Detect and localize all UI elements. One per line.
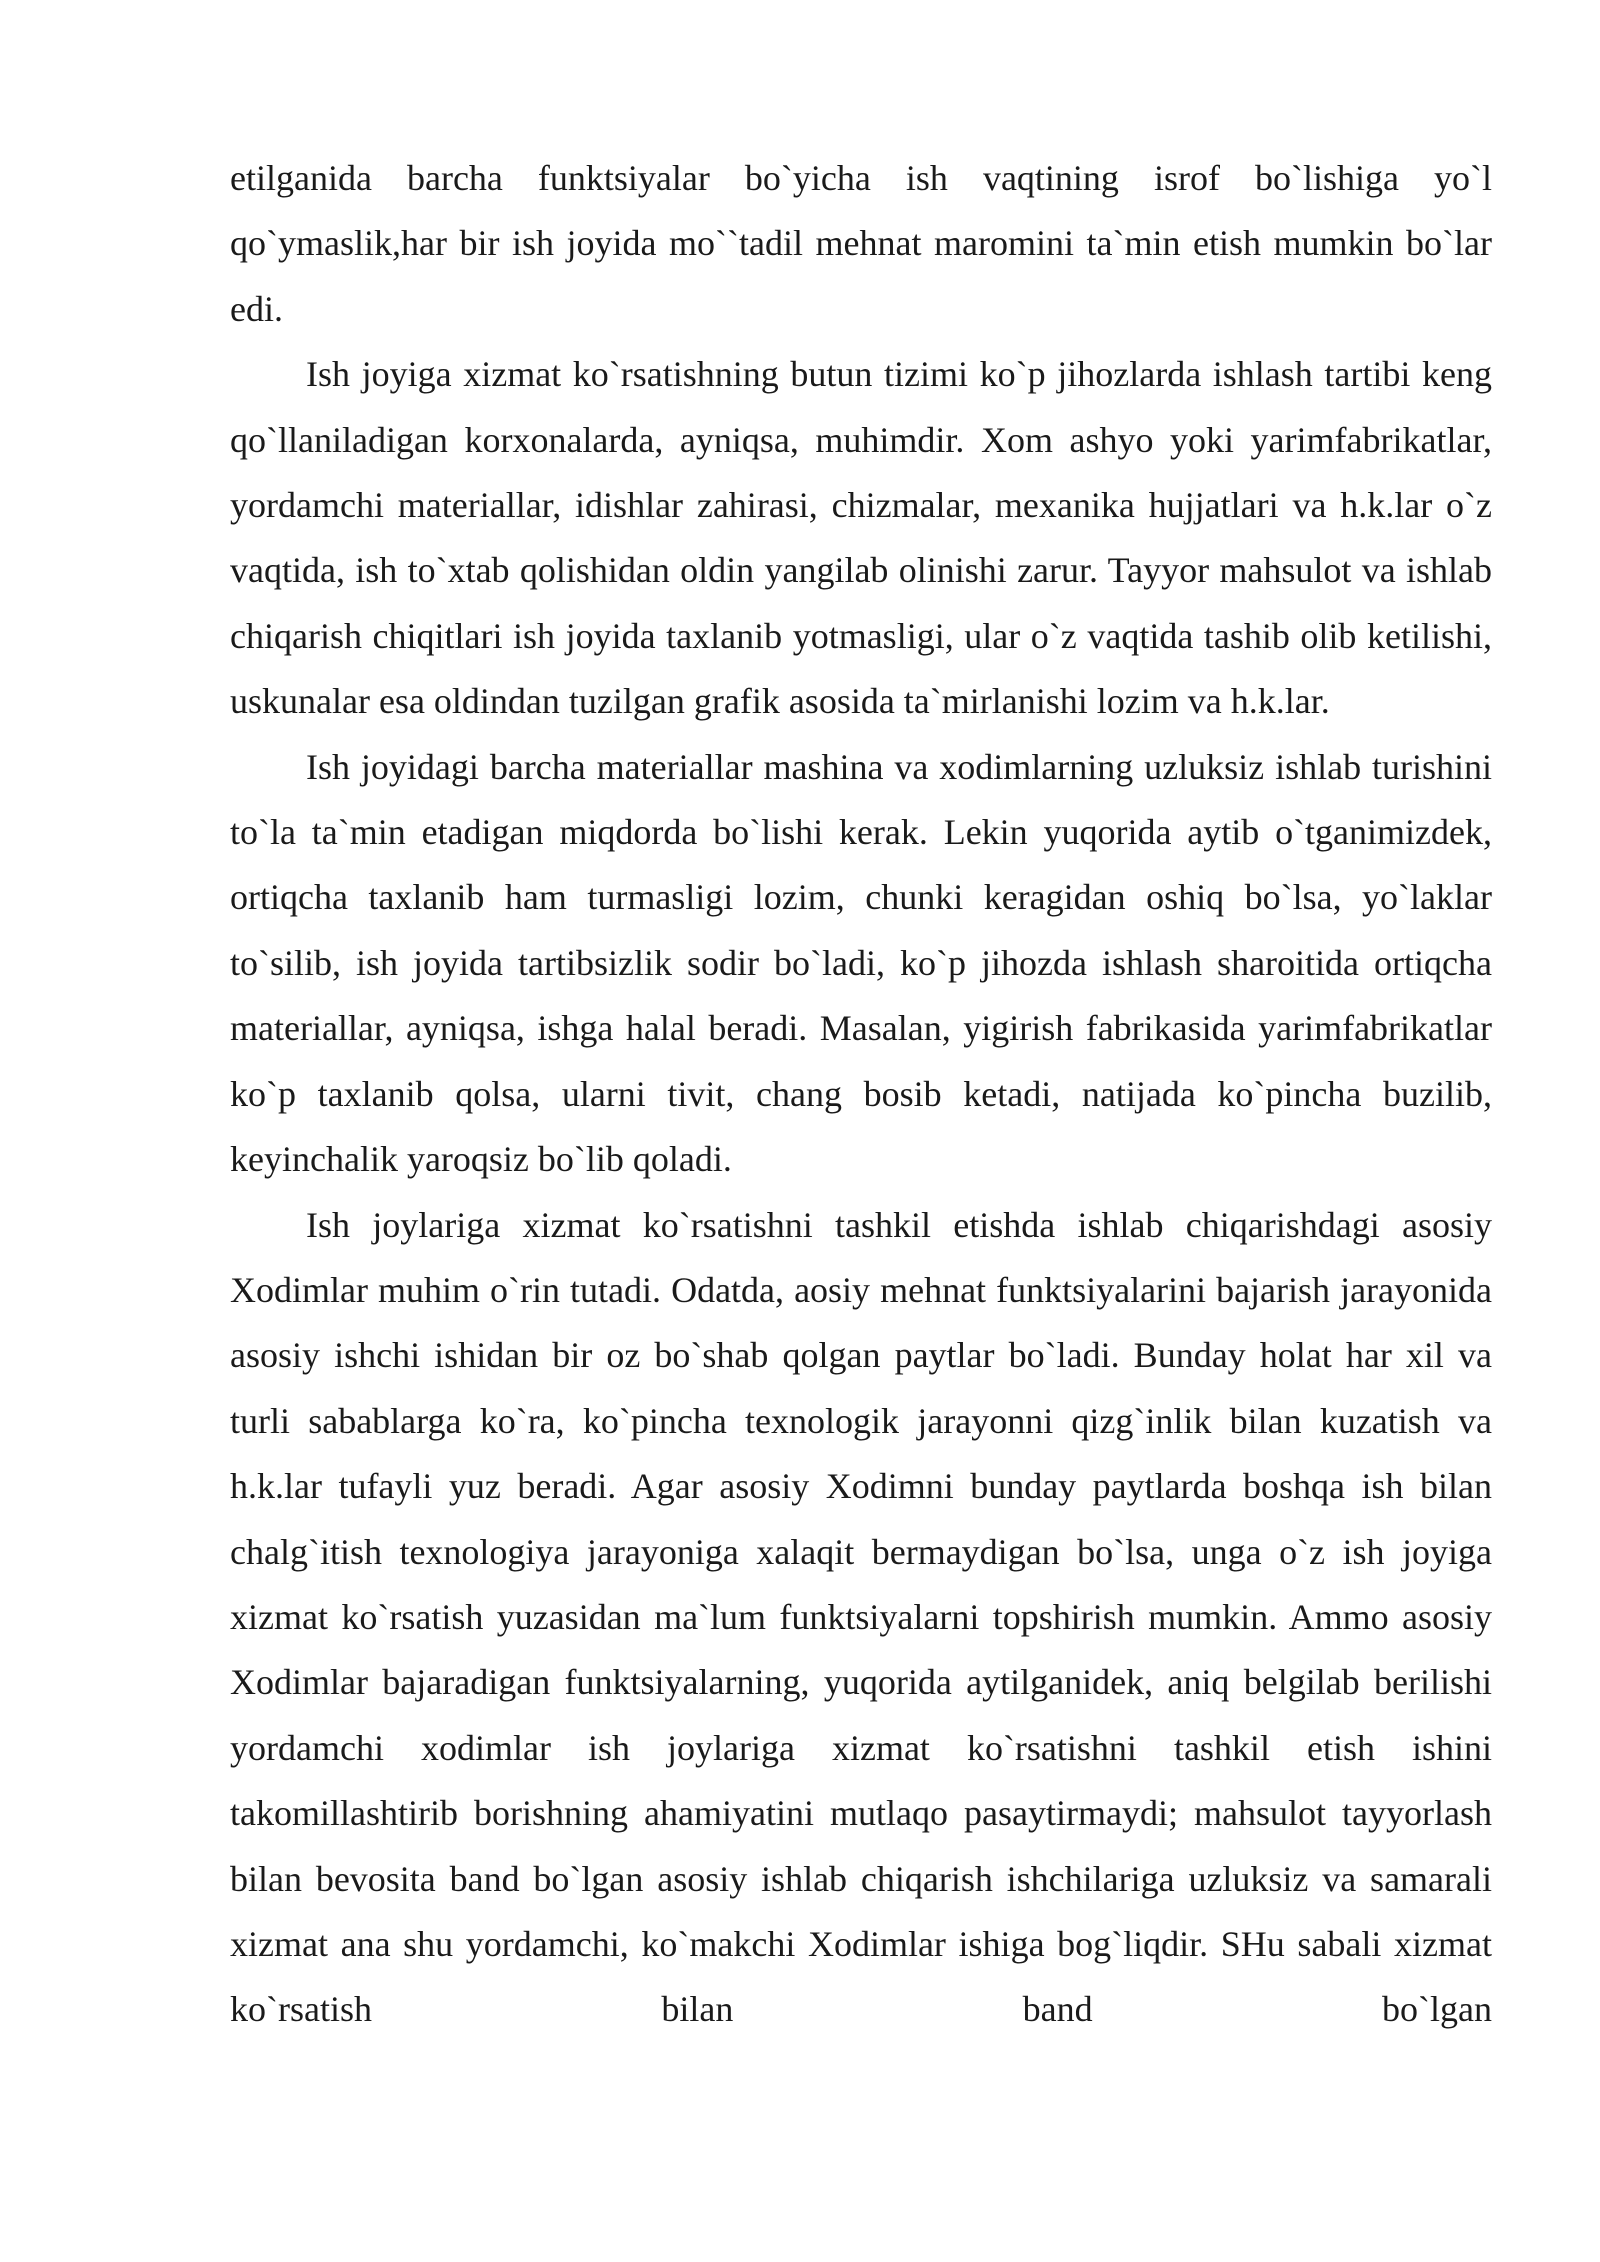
paragraph-3: Ish joyidagi barcha materiallar mashina va xodimlarning uzluksiz ishlab turishini to`la ta`min etadigan miqdorda bo`lishi kerak. Lekin yuqorida aytib o`tganimizdek, ortiqcha taxlanib ham turmasligi lozim, chunki keragidan oshiq bo`lsa, yo`laklar to`silib, ish joyida tartibsizlik sodir bo`ladi, ko`p jihozda ishlash sharoitida ortiqcha materiallar, ayniqsa, ishga halal beradi. Masalan, yigirish fabrikasida yarimfabrikatlar ko`p taxlanib qolsa, ularni tivit, chang bosib ketadi, natijada ko`pincha buzilib, keyinchalik yaroqsiz bo`lib qoladi. bbox=[230, 746, 1492, 1180]
paragraph-1: etilganida barcha funktsiyalar bo`yicha ish vaqtining isrof bo`lishiga yo`l qo`ymaslik,har bir ish joyida mo``tadil mehnat maromini ta`min etish mumkin bo`lar edi. bbox=[230, 158, 1492, 329]
document-page bbox=[230, 146, 1492, 2043]
paragraph-4: Ish joylariga xizmat ko`rsatishni tashkil etishda ishlab chiqarishdagi asosiy Xodimlar muhim o`rin tutadi. Odatda, aosiy mehnat funktsiyalarini bajarish jarayonida asosiy ishchi ishidan bir oz bo`shab qolgan paytlar bo`ladi. Bunday holat har xil va turli sabablarga ko`ra, ko`pincha texnologik jarayonni qizg`inlik bilan kuzatish va h.k.lar tufayli yuz beradi. Agar asosiy Xodimni bunday paytlarda boshqa ish bilan chalg`itish texnologiya jarayoniga xalaqit bermaydigan bo`lsa, unga o`z ish joyiga xizmat ko`rsatish yuzasidan ma`lum funktsiyalarni topshirish mumkin. Ammo asosiy Xodimlar bajaradigan funktsiyalarning, yuqorida aytilganidek, aniq belgilab berilishi yordamchi xodimlar ish joylariga xizmat ko`rsatishni tashkil etish ishini takomillashtirib borishning ahamiyatini mutlaqo pasaytirmaydi; mahsulot tayyorlash bilan bevosita band bo`lgan asosiy ishlab chiqarish ishchilariga uzluksiz va samarali xizmat ana shu yordamchi, ko`makchi Xodimlar ishiga bog`liqdir. SHu sabali xizmat ko`rsatish bilan band bo`lgan bbox=[230, 1204, 1492, 2030]
paragraph-2: Ish joyiga xizmat ko`rsatishning butun tizimi ko`p jihozlarda ishlash tartibi keng qo`llaniladigan korxonalarda, ayniqsa, muhimdir. Xom ashyo yoki yarimfabrikatlar, yordamchi materiallar, idishlar zahirasi, chizmalar, mexanika hujjatlari va h.k.lar o`z vaqtida, ish to`xtab qolishidan oldin yangilab olinishi zarur. Tayyor mahsulot va ishlab chiqarish chiqitlari ish joyida taxlanib yotmasligi, ular o`z vaqtida tashib olib ketilishi, uskunalar esa oldindan tuzilgan grafik asosida ta`mirlanishi lozim va h.k.lar. bbox=[230, 354, 1492, 722]
